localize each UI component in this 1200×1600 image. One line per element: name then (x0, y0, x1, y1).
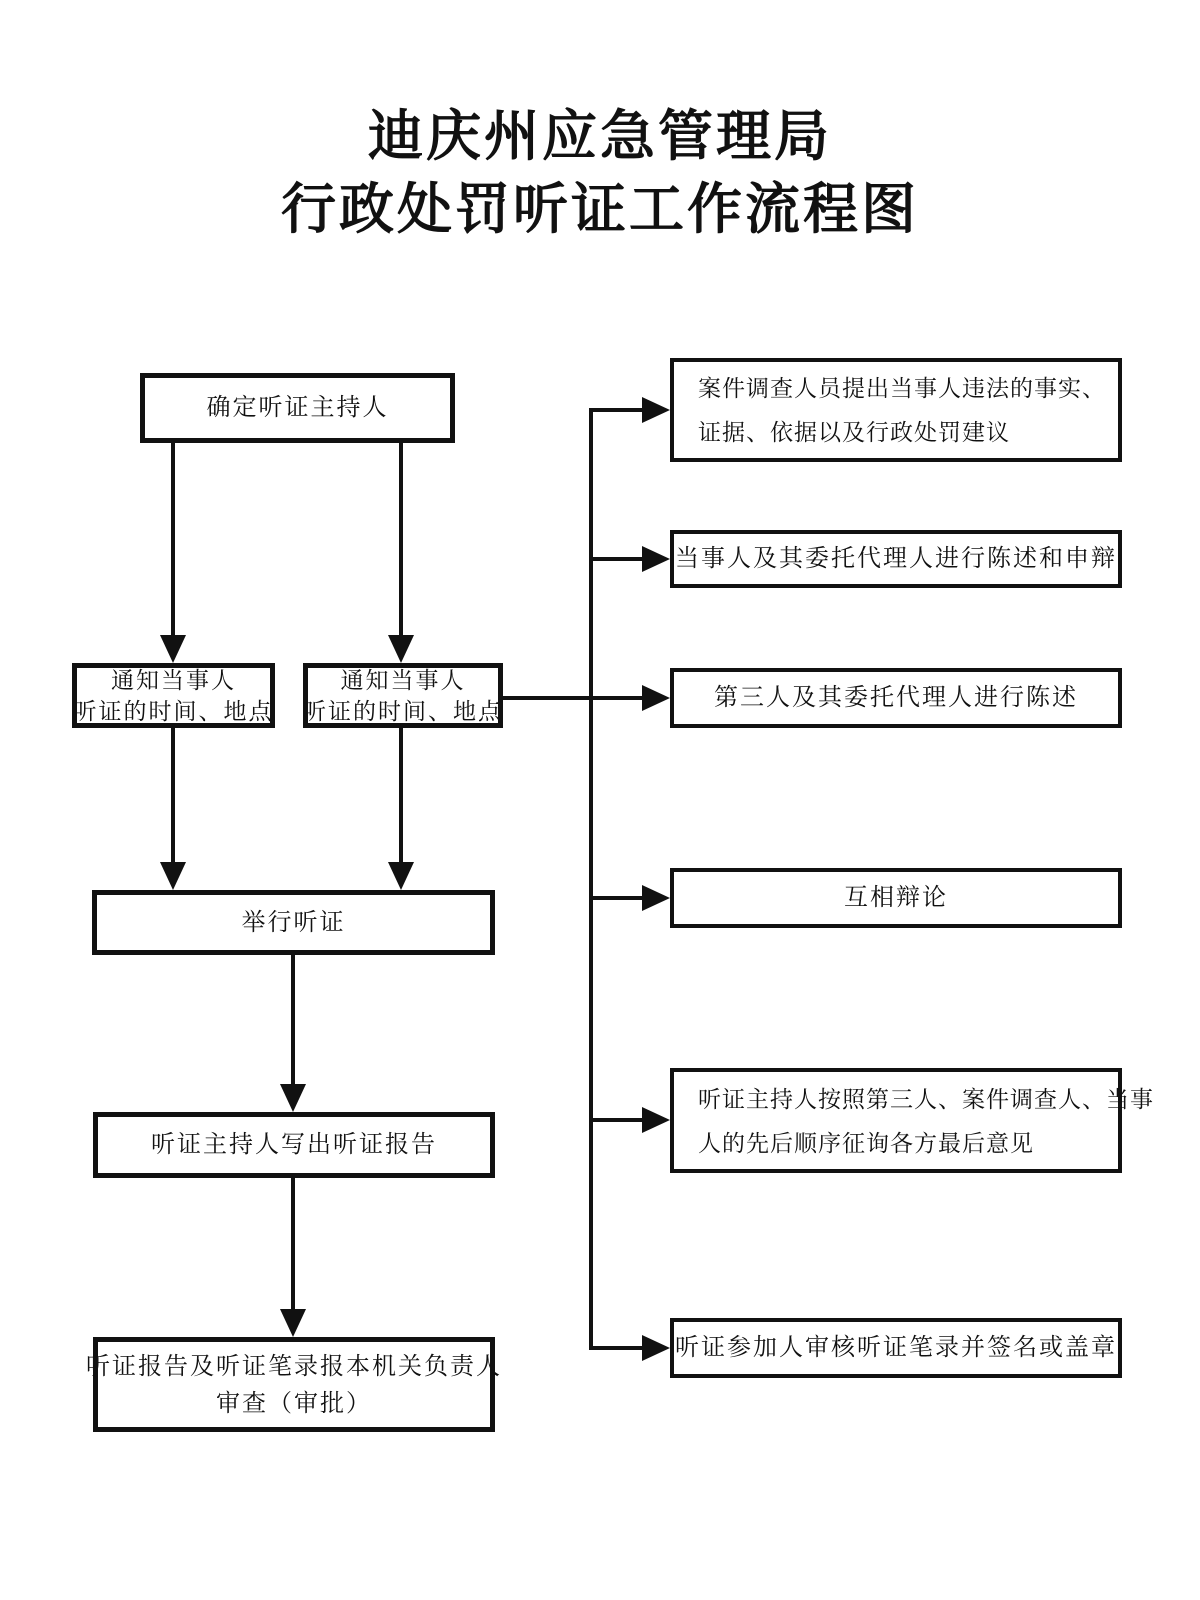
node-hold-hearing-text: 举行听证 (241, 908, 346, 936)
node-notify-party-right (303, 663, 503, 728)
node-notify-party-right-line1: 通知当事人 (340, 666, 466, 693)
page-title-line-1: 迪庆州应急管理局 (367, 105, 832, 167)
arrowhead-notify-left-to-hearing (160, 862, 186, 890)
node-mutual-debate-text: 互相辩论 (844, 884, 948, 911)
node-investigator-statement (670, 358, 1122, 462)
node-notify-party-left-line1: 通知当事人 (111, 666, 236, 693)
node-party-statement (670, 530, 1122, 588)
node-notify-party-left (72, 663, 275, 728)
node-third-party-statement (670, 668, 1122, 728)
arrowhead-third-party (642, 685, 670, 711)
node-final-opinions-line2: 人的先后顺序征询各方最后意见 (698, 1129, 1034, 1156)
node-transcript-signature (670, 1318, 1122, 1378)
node-determine-host (140, 373, 455, 443)
arrowhead-notify-right-to-hearing (388, 862, 414, 890)
arrowhead-report-to-review (280, 1309, 306, 1337)
arrowhead-host-to-notify-right (388, 635, 414, 663)
node-investigator-statement-line2: 证据、依据以及行政处罚建议 (698, 419, 1010, 445)
node-report-review (86, 1337, 502, 1432)
node-investigator-statement-line1: 案件调查人员提出当事人违法的事实、 (698, 375, 1106, 401)
arrowhead-investigator (642, 397, 670, 423)
node-third-party-statement-text: 第三人及其委托代理人进行陈述 (714, 684, 1078, 711)
node-final-opinions (670, 1068, 1154, 1173)
node-transcript-signature-text: 听证参加人审核听证笔录并签名或盖章 (675, 1334, 1117, 1361)
arrowhead-signature (642, 1335, 670, 1361)
arrowhead-hearing-to-report (280, 1084, 306, 1112)
node-hold-hearing (92, 890, 495, 955)
arrowhead-host-to-notify-left (160, 635, 186, 663)
node-party-statement-text: 当事人及其委托代理人进行陈述和申辩 (675, 545, 1117, 572)
node-final-opinions-line1: 听证主持人按照第三人、案件调查人、当事 (698, 1085, 1154, 1112)
arrowhead-party-statement (642, 546, 670, 572)
node-write-report (93, 1112, 495, 1178)
page-title (0, 100, 1200, 246)
arrowhead-debate (642, 885, 670, 911)
node-report-review-line2: 审查（审批） (216, 1389, 372, 1417)
page-title-line-2: 行政处罚听证工作流程图 (280, 178, 919, 240)
node-report-review-line1: 听证报告及听证笔录报本机关负责人 (86, 1352, 502, 1380)
node-determine-host-text: 确定听证主持人 (206, 394, 389, 421)
node-write-report-text: 听证主持人写出听证报告 (151, 1131, 437, 1158)
arrowhead-final-opinions (642, 1107, 670, 1133)
node-mutual-debate (670, 868, 1122, 928)
node-notify-party-right-line2: 听证的时间、地点 (303, 697, 503, 724)
node-notify-party-left-line2: 听证的时间、地点 (73, 697, 274, 724)
